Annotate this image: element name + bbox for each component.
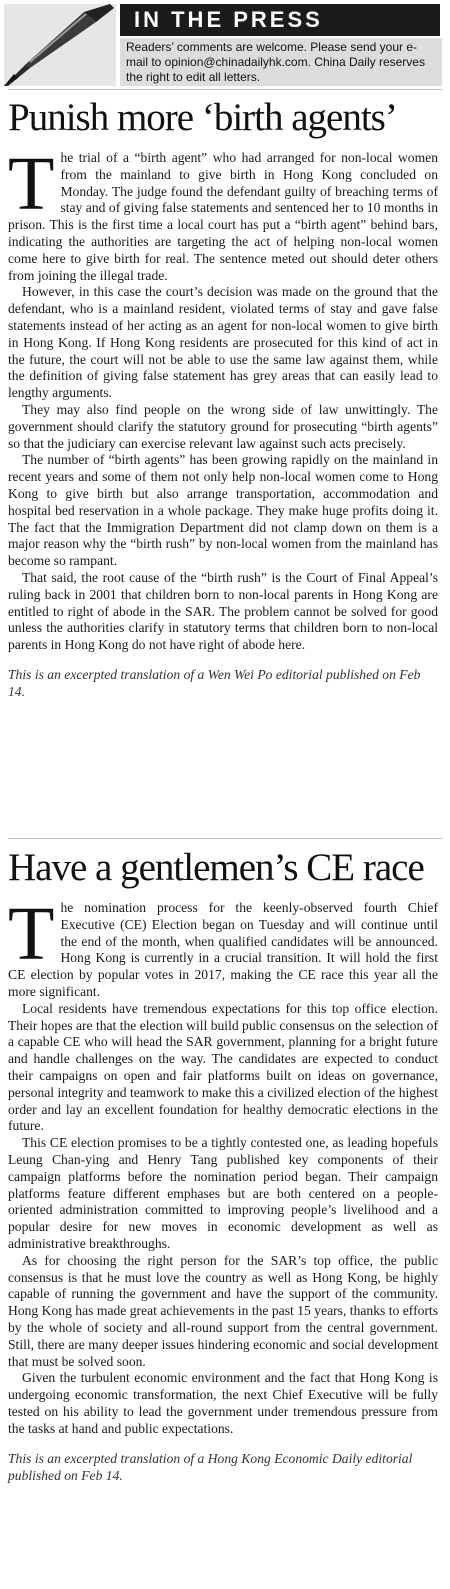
body-paragraph: That said, the root cause of the “birth rush” is the Court of Final Appeal’s ruling back in 2001 that children born to non-local parents in Hong Kong are entitled to right of abode in the SAR. The problem cannot be solved for good unless the authorities clarify in statutory terms that children born to non-local parents in Hong Kong do not have right of abode here. xyxy=(8,569,438,653)
article-birth-agents xyxy=(8,96,438,700)
body-paragraph: They may also find people on the wrong side of law unwittingly. The government should clarify the statutory ground for prosecuting “birth agents” so that the judiciary can exercise relevant law against such acts precisely. xyxy=(8,401,438,451)
body-paragraph: The number of “birth agents” has been growing rapidly on the mainland in recent years and some of them not only help non-local women come to Hong Kong to give birth but also arrange transportation, accommodation and hospital bed reservation in a whole package. They make huge profits doing it. The fact that the Immigration Department did not clamp down on them is a major reason why the “birth rush” by non-local women from the mainland has become so rampant. xyxy=(8,452,438,569)
article-ce-race xyxy=(8,846,438,1484)
header-divider xyxy=(8,89,442,90)
fountain-pen-icon xyxy=(0,0,118,88)
lead-paragraph: The trial of a “birth agent” who had arranged for non-local women from the mainland to give birth in Hong Kong concluded on Monday. The judge found the defendant guilty of breaching terms of stay and of giving false statements and sentenced her to 10 months in prison. This is the first time a local court has put a “birth agent” behind bars, indicating the authorities are targeting the act of helping non-local women come here to give birth for real. The sentence meted out should deter others from joining the illegal trade. xyxy=(8,142,438,283)
article-divider xyxy=(8,838,442,839)
drop-cap: T xyxy=(8,892,55,976)
article-body xyxy=(8,892,438,1438)
body-paragraph: This CE election promises to be a tightly contested one, as leading hopefuls Leung Chan-ying and Henry Tang published key components of their campaign platforms before the nomination period began. Their campaign platforms feature different emphases but are both centered on a people-oriented administration committed to improving people’s livelihood and a popular desire for new moves in economic development as well as administrative breakthroughs. xyxy=(8,1135,438,1251)
body-paragraph: As for choosing the right person for the SAR’s top office, the public consensus is that he must love the country as well as Hong Kong, be highly capable of running the government and have the support of the community. Hong Kong has made great achievements in the past 15 years, thanks to efforts by the whole of society and all-round support from the central government. Still, there are many deeper issues hindering economic and social development that must be solved soon. xyxy=(8,1252,438,1369)
section-banner: IN THE PRESS xyxy=(120,4,440,36)
article-headline: Punish more ‘birth agents’ xyxy=(8,96,397,139)
article-credit: This is an excerpted translation of a Wen Wei Po editorial published on Feb 14. xyxy=(8,666,421,699)
article-credit: This is an excerpted translation of a Hong Kong Economic Daily editorial published on Feb 14. xyxy=(8,1450,413,1483)
drop-cap: T xyxy=(8,142,55,226)
body-paragraph: However, in this case the court’s decision was made on the ground that the defendant, who is a mainland resident, violated terms of stay and gave false statements instead of her acting as an agent for non-local women to give birth in Hong Kong. If Hong Kong residents are prosecuted for this kind of act in the future, the court will not be able to use the same law against them, while the definition of giving false statement has grey areas that can easily lead to lengthy arguments. xyxy=(8,284,438,401)
body-paragraph: Local residents have tremendous expectations for this top office election. Their hopes are that the election will build public consensus on the selection of a capable CE who will head the SAR government, planning for a bright future and handle challenges on the way. The candidates are expected to conduct their campaigns on open and fair platforms built on ideas on governance, personal integrity and teamwork to make this a civilized election of the highest order and lay an excellent foundation for healthy democratic elections in the future. xyxy=(8,1000,438,1134)
lead-paragraph: The nomination process for the keenly-observed fourth Chief Executive (CE) Election began on Tuesday and will continue until the end of the month, when qualified candidates will be announced. Hong Kong is currently in a crucial transition. It will hold the first CE election by popular votes in 2017, making the CE race this year all the more significant. xyxy=(8,892,438,999)
article-headline: Have a gentlemen’s CE race xyxy=(8,846,424,889)
header-note: Readers’ comments are welcome. Please send your e-mail to opinion@chinadailyhk.com. China Daily reserves the right to edit all letters. xyxy=(120,38,442,86)
body-paragraph: Given the turbulent economic environment and the fact that Hong Kong is undergoing economic transformation, the next Chief Executive will be fully tested on his ability to lead the government under tremendous pressure from the tasks at hand and public expectations. xyxy=(8,1370,438,1436)
article-body xyxy=(8,142,438,654)
press-header xyxy=(0,0,450,88)
